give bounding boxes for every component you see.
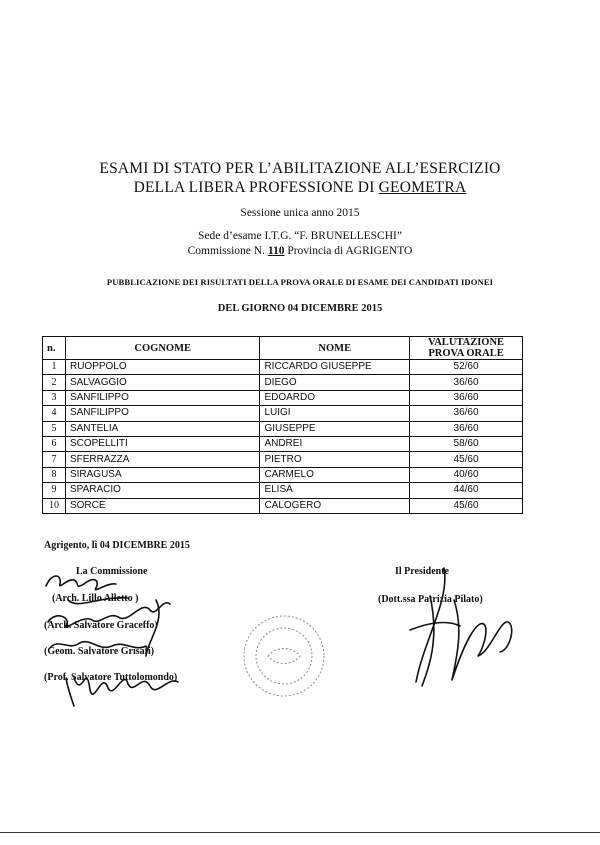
document-title-line1: ESAMI DI STATO PER L’ABILITAZIONE ALL’ESERCIZIO (99, 160, 501, 177)
commission-text (0, 245, 600, 257)
cell-number: 10 (43, 498, 66, 513)
table-row (43, 498, 523, 513)
cell-cognome: SFERRAZZA (65, 452, 259, 467)
cell-nome: LUIGI (260, 406, 410, 421)
table-row (43, 467, 523, 482)
president-label: Il Presidente (395, 566, 449, 577)
session-text: Sessione unica anno 2015 (240, 207, 360, 219)
cell-cognome: SANTELIA (65, 421, 259, 436)
table-row (43, 421, 523, 436)
venue-text: Sede d’esame I.T.G. “F. BRUNELLESCHI” (198, 230, 402, 242)
cell-number: 8 (43, 467, 66, 482)
cell-valutazione: 40/60 (410, 467, 523, 482)
cell-valutazione: 36/60 (410, 421, 523, 436)
cell-valutazione: 45/60 (410, 452, 523, 467)
table-row (43, 375, 523, 390)
commission-label: La Commissione (76, 566, 148, 577)
official-stamp (230, 612, 338, 700)
document-title-line2 (0, 179, 600, 197)
commission-suffix: Provincia di AGRIGENTO (284, 245, 413, 257)
cell-valutazione: 36/60 (410, 390, 523, 405)
president-name: (Dott.ssa Patrizia Pilato) (378, 594, 483, 605)
cell-nome: CALOGERO (260, 498, 410, 513)
col-header-n: n. (43, 337, 66, 360)
cell-nome: ELISA (260, 483, 410, 498)
cell-cognome: SCOPELLITI (65, 436, 259, 451)
cell-number: 7 (43, 452, 66, 467)
cell-number: 6 (43, 436, 66, 451)
results-table (42, 336, 523, 514)
cell-valutazione: 52/60 (410, 360, 523, 375)
col-header-valutazione: VALUTAZIONE PROVA ORALE (410, 337, 523, 360)
title-profession: GEOMETRA (378, 179, 467, 196)
table-row (43, 390, 523, 405)
cell-number: 3 (43, 390, 66, 405)
cell-nome: EDOARDO (260, 390, 410, 405)
cell-cognome: SANFILIPPO (65, 390, 259, 405)
cell-number: 9 (43, 483, 66, 498)
cell-cognome: SPARACIO (65, 483, 259, 498)
commission-member-1: (Arch. Lillo Alletto ) (52, 593, 139, 604)
cell-cognome: SALVAGGIO (65, 375, 259, 390)
commission-prefix: Commissione N. (187, 245, 268, 257)
cell-nome: ANDREI (260, 436, 410, 451)
table-row (43, 406, 523, 421)
publication-heading: PUBBLICAZIONE DEI RISULTATI DELLA PROVA ORALE DI ESAME DEI CANDIDATI IDONEI (106, 277, 494, 287)
cell-nome: RICCARDO GIUSEPPE (260, 360, 410, 375)
col-header-cognome: COGNOME (65, 337, 259, 360)
cell-number: 4 (43, 406, 66, 421)
cell-valutazione: 44/60 (410, 483, 523, 498)
table-header-row (43, 337, 523, 360)
cell-nome: DIEGO (260, 375, 410, 390)
table-row (43, 452, 523, 467)
cell-cognome: SORCE (65, 498, 259, 513)
cell-cognome: RUOPPOLO (65, 360, 259, 375)
cell-nome: GIUSEPPE (260, 421, 410, 436)
scan-edge-line (0, 832, 600, 833)
cell-valutazione: 58/60 (410, 436, 523, 451)
cell-cognome: SIRAGUSA (65, 467, 259, 482)
table-row (43, 436, 523, 451)
date-heading: DEL GIORNO 04 DICEMBRE 2015 (217, 303, 383, 314)
commission-member-3: (Geom. Salvatore Grisafi) (44, 646, 155, 657)
cell-number: 1 (43, 360, 66, 375)
col-header-nome: NOME (260, 337, 410, 360)
cell-valutazione: 36/60 (410, 406, 523, 421)
table-row (43, 483, 523, 498)
commission-member-2: (Arch. Salvatore Graceffo) (44, 620, 158, 631)
cell-nome: PIETRO (260, 452, 410, 467)
cell-number: 2 (43, 375, 66, 390)
cell-nome: CARMELO (260, 467, 410, 482)
commission-signatures (38, 560, 218, 710)
commission-member-4: (Prof. Salvatore Tuttolomondo) (44, 672, 178, 683)
cell-valutazione: 45/60 (410, 498, 523, 513)
cell-number: 5 (43, 421, 66, 436)
title-prefix: DELLA LIBERA PROFESSIONE DI (133, 179, 379, 196)
cell-valutazione: 36/60 (410, 375, 523, 390)
cell-cognome: SANFILIPPO (65, 406, 259, 421)
president-signature (400, 560, 520, 690)
place-date: Agrigento, lì 04 DICEMBRE 2015 (44, 540, 190, 551)
table-row (43, 360, 523, 375)
commission-number: 110 (267, 245, 285, 257)
